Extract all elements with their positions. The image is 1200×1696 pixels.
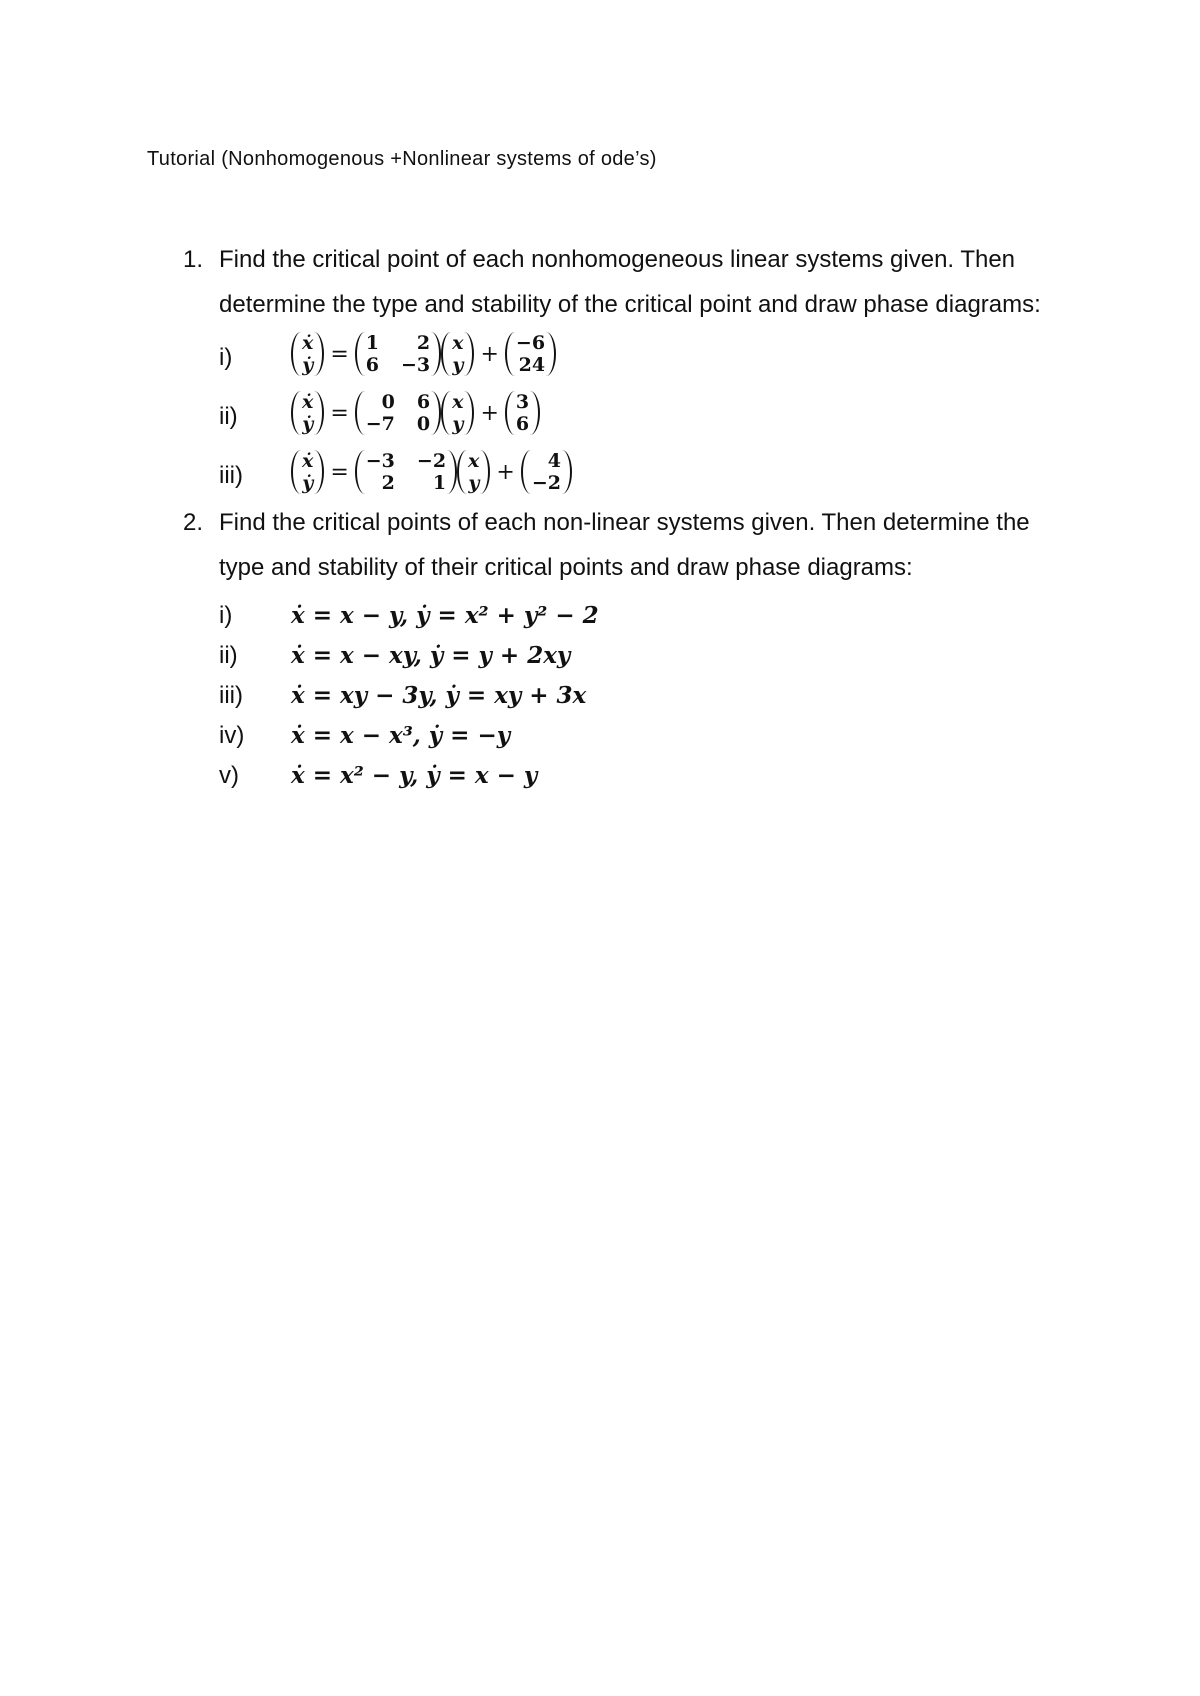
question-2-text-line-2: type and stability of their critical points and draw phase diagrams: xyxy=(219,554,913,581)
question-1-text-line-1: Find the critical point of each nonhomogeneous linear systems given. Then xyxy=(219,246,1016,273)
constant-vector: −6 24 xyxy=(505,332,556,376)
q2-item-2-label: ii) xyxy=(219,642,238,669)
q2-item-3-label: iii) xyxy=(219,682,243,709)
q2-item-3-equation: ẋ = xy − 3y, ẏ = xy + 3x xyxy=(291,682,587,709)
lhs-vector: ẋ ẏ xyxy=(291,450,324,494)
state-vector: x y xyxy=(457,450,490,494)
q1-item-3-label: iii) xyxy=(219,462,243,489)
q2-item-5-label: v) xyxy=(219,762,239,789)
q2-item-1-label: i) xyxy=(219,602,233,629)
question-1-number: 1. xyxy=(183,246,204,273)
coefficient-matrix: 0 6 −7 0 xyxy=(355,391,441,435)
constant-vector: 4 −2 xyxy=(521,450,572,494)
plus-sign: + xyxy=(496,459,515,485)
document-title: Tutorial (Nonhomogenous +Nonlinear systems of ode’s) xyxy=(147,148,657,170)
q2-item-2-equation: ẋ = x − xy, ẏ = y + 2xy xyxy=(291,642,571,669)
coefficient-matrix: 1 2 6 −3 xyxy=(355,332,441,376)
state-vector: x y xyxy=(441,332,474,376)
equals-sign: = xyxy=(330,459,349,485)
state-vector: x y xyxy=(441,391,474,435)
q1-item-1-label: i) xyxy=(219,344,233,371)
equals-sign: = xyxy=(330,341,349,367)
q1-item-1-equation xyxy=(291,332,556,376)
equals-sign: = xyxy=(330,400,349,426)
question-2-number: 2. xyxy=(183,509,204,536)
plus-sign: + xyxy=(480,341,499,367)
q1-item-2-label: ii) xyxy=(219,403,238,430)
lhs-vector: ẋ ẏ xyxy=(291,332,324,376)
question-2-text-line-1: Find the critical points of each non-linear systems given. Then determine the xyxy=(219,509,1030,536)
plus-sign: + xyxy=(480,400,499,426)
question-1-text-line-2: determine the type and stability of the critical point and draw phase diagrams: xyxy=(219,291,1041,318)
q2-item-1-equation: ẋ = x − y, ẏ = x² + y² − 2 xyxy=(291,602,599,629)
coefficient-matrix: −3 −2 2 1 xyxy=(355,450,457,494)
q2-item-5-equation: ẋ = x² − y, ẏ = x − y xyxy=(291,762,538,789)
q2-item-4-label: iv) xyxy=(219,722,245,749)
q1-item-2-equation xyxy=(291,391,540,435)
q2-item-4-equation: ẋ = x − x³, ẏ = −y xyxy=(291,722,511,749)
q1-item-3-equation xyxy=(291,450,572,494)
lhs-vector: ẋ ẏ xyxy=(291,391,324,435)
constant-vector: 3 6 xyxy=(505,391,540,435)
